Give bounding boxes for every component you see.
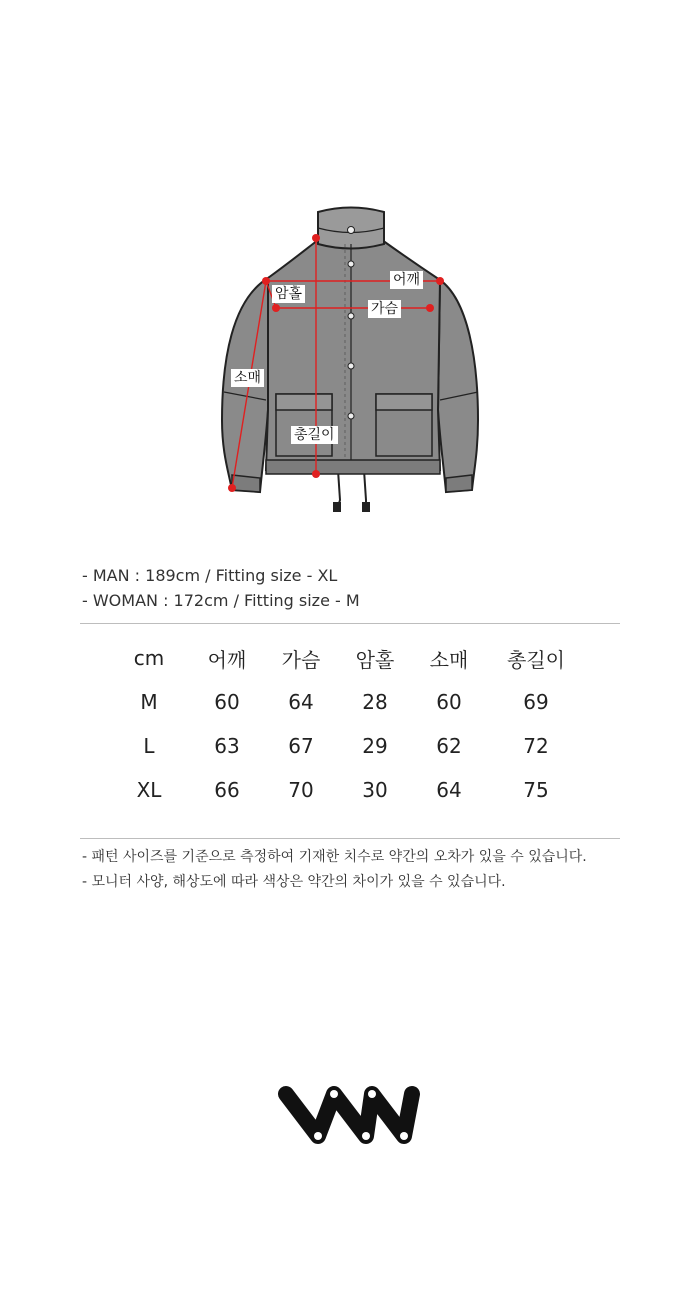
model-woman-line: - WOMAN : 172cm / Fitting size - M — [82, 591, 360, 610]
header-cell: 총길이 — [507, 647, 565, 672]
value-cell: 69 — [523, 690, 549, 714]
table-row — [110, 724, 588, 768]
size-table — [110, 636, 588, 812]
value-cell: 63 — [214, 734, 240, 758]
value-cell: 72 — [523, 734, 549, 758]
table-row — [110, 768, 588, 812]
value-cell: 60 — [214, 690, 240, 714]
value-cell: 70 — [288, 778, 314, 802]
size-cell: M — [140, 690, 158, 714]
label-shoulder: 어깨 — [390, 271, 423, 289]
divider-top — [80, 623, 620, 624]
jacket-illustration — [0, 0, 700, 540]
value-cell: 66 — [214, 778, 240, 802]
brand-logo — [272, 1078, 428, 1150]
value-cell: 30 — [362, 778, 388, 802]
value-cell: 64 — [436, 778, 462, 802]
jacket-size-diagram — [0, 0, 700, 540]
header-cell: cm — [133, 646, 165, 670]
label-total-length: 총길이 — [291, 426, 338, 444]
value-cell: 29 — [362, 734, 388, 758]
table-row — [110, 680, 588, 724]
label-chest: 가슴 — [368, 300, 401, 318]
label-armhole: 암홀 — [272, 285, 305, 303]
value-cell: 62 — [436, 734, 462, 758]
size-cell: XL — [136, 778, 162, 802]
size-cell: L — [143, 734, 155, 758]
value-cell: 75 — [523, 778, 549, 802]
value-cell: 64 — [288, 690, 314, 714]
value-cell: 60 — [436, 690, 462, 714]
model-info — [82, 563, 360, 613]
divider-bottom — [80, 838, 620, 839]
note-color: - 모니터 사양, 해상도에 따라 색상은 약간의 차이가 있을 수 있습니다. — [82, 874, 506, 890]
value-cell: 67 — [288, 734, 314, 758]
disclaimer-notes — [82, 845, 587, 895]
brand-logo-mark — [272, 1078, 428, 1150]
header-cell: 암홀 — [355, 647, 395, 672]
table-header-row — [110, 636, 588, 680]
header-cell: 어깨 — [207, 647, 247, 672]
note-measurement: - 패턴 사이즈를 기준으로 측정하여 기재한 치수로 약간의 오차가 있을 수 있습니다. — [82, 849, 587, 865]
value-cell: 28 — [362, 690, 388, 714]
model-man-line: - MAN : 189cm / Fitting size - XL — [82, 566, 338, 585]
label-sleeve: 소매 — [231, 369, 264, 387]
header-cell: 소매 — [429, 647, 469, 672]
header-cell: 가슴 — [281, 647, 321, 672]
